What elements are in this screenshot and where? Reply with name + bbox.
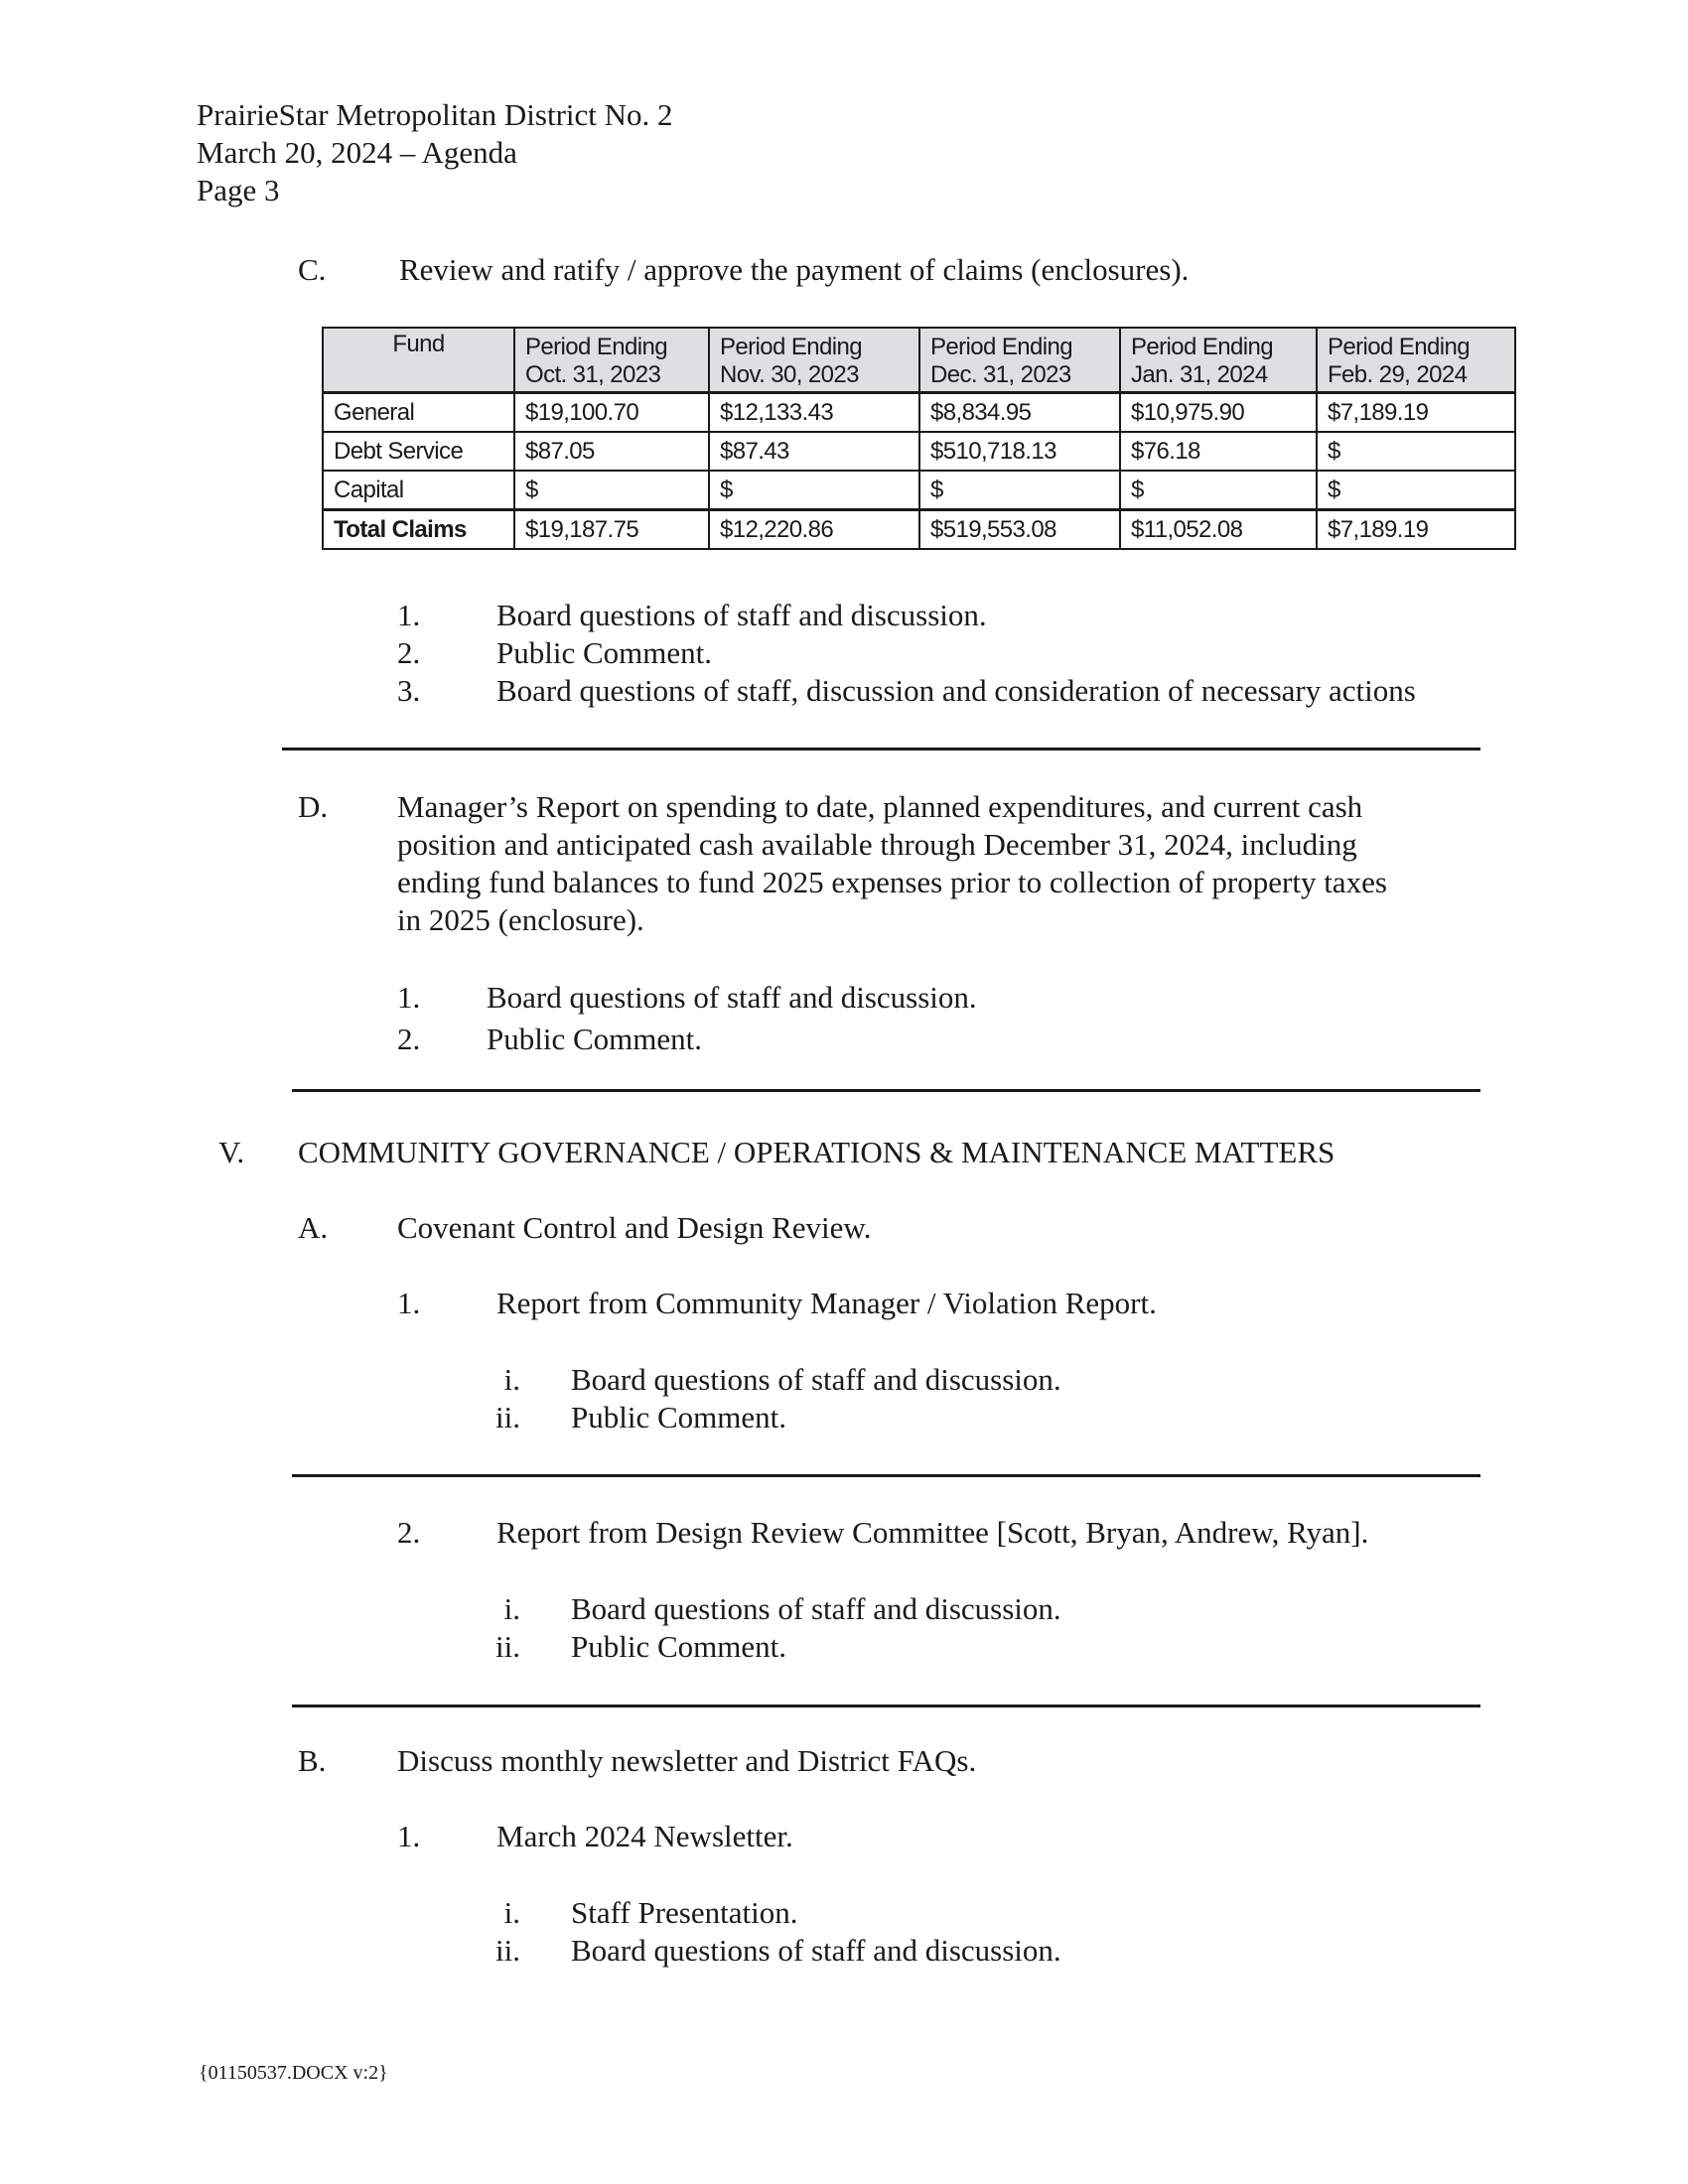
sub-item: Public Comment.	[571, 1400, 786, 1434]
section-divider	[292, 1705, 1480, 1707]
table-cell: $19,187.75	[514, 510, 709, 550]
document-id-footer: {01150537.DOCX v:2}	[199, 2062, 388, 2084]
table-cell: $12,220.86	[709, 510, 919, 550]
list-item: Board questions of staff, discussion and consideration of necessary actions	[496, 673, 1416, 708]
section-v-title: COMMUNITY GOVERNANCE / OPERATIONS & MAINTENANCE MATTERS	[298, 1135, 1336, 1169]
table-cell: $	[1317, 471, 1515, 510]
fund-name: Debt Service	[323, 432, 514, 471]
table-cell: $8,834.95	[919, 393, 1120, 433]
table-row-debt-service	[323, 432, 1515, 471]
header-district-name: PrairieStar Metropolitan District No. 2	[197, 97, 673, 132]
section-d-label: D.	[298, 789, 329, 824]
section-c-label: C.	[298, 252, 327, 287]
subsection-b-text: Discuss monthly newsletter and District FAQs.	[397, 1743, 977, 1778]
list-item-number: 1.	[397, 980, 421, 1015]
column-header-feb-2024: Period Ending Feb. 29, 2024	[1317, 328, 1515, 393]
sub-item: Staff Presentation.	[571, 1895, 798, 1930]
subsection-a-label: A.	[298, 1210, 329, 1245]
column-header-dec-2023: Period Ending Dec. 31, 2023	[919, 328, 1120, 393]
table-cell: $76.18	[1120, 432, 1317, 471]
list-item: Board questions of staff and discussion.	[487, 980, 977, 1015]
sub-item: Board questions of staff and discussion.	[571, 1591, 1061, 1626]
list-item: Public Comment.	[496, 635, 712, 670]
fund-name: General	[323, 393, 514, 433]
fund-name: Capital	[323, 471, 514, 510]
subsection-a-text: Covenant Control and Design Review.	[397, 1210, 872, 1245]
table-cell: $19,100.70	[514, 393, 709, 433]
section-divider	[292, 1474, 1480, 1477]
header-page-number: Page 3	[197, 173, 280, 207]
table-cell: $	[919, 471, 1120, 510]
column-header-oct-2023: Period Ending Oct. 31, 2023	[514, 328, 709, 393]
table-cell: $	[514, 471, 709, 510]
table-cell: $7,189.19	[1317, 510, 1515, 550]
table-cell: $87.43	[709, 432, 919, 471]
table-cell: $10,975.90	[1120, 393, 1317, 433]
sub-item-numeral: ii.	[495, 1400, 520, 1434]
table-cell: $7,189.19	[1317, 393, 1515, 433]
table-row-total-claims	[323, 510, 1515, 550]
section-v-label: V.	[218, 1135, 245, 1169]
sub-item: Public Comment.	[571, 1629, 786, 1664]
table-cell: $519,553.08	[919, 510, 1120, 550]
section-c-text: Review and ratify / approve the payment of claims (enclosures).	[399, 252, 1190, 287]
sub-item: Board questions of staff and discussion.	[571, 1362, 1061, 1397]
claims-table-header-row	[323, 328, 1515, 393]
list-item: Report from Design Review Committee [Scott, Bryan, Andrew, Ryan].	[496, 1515, 1369, 1550]
table-row-general	[323, 393, 1515, 433]
table-cell: $12,133.43	[709, 393, 919, 433]
table-cell: $	[709, 471, 919, 510]
header-date: March 20, 2024 – Agenda	[197, 135, 517, 170]
section-d-text-line: ending fund balances to fund 2025 expenses prior to collection of property taxes	[397, 865, 1387, 899]
sub-item-numeral: ii.	[495, 1933, 520, 1968]
table-cell: $87.05	[514, 432, 709, 471]
section-divider	[282, 748, 1480, 751]
sub-item-numeral: ii.	[495, 1629, 520, 1664]
list-item-number: 2.	[397, 635, 421, 670]
list-item-number: 1.	[397, 1819, 421, 1853]
column-header-nov-2023: Period Ending Nov. 30, 2023	[709, 328, 919, 393]
list-item-number: 2.	[397, 1515, 421, 1550]
list-item-number: 3.	[397, 673, 421, 708]
sub-item-numeral: i.	[503, 1362, 520, 1397]
claims-table	[322, 327, 1516, 550]
list-item-number: 1.	[397, 598, 421, 632]
list-item-number: 1.	[397, 1286, 421, 1320]
subsection-b-label: B.	[298, 1743, 327, 1778]
table-cell: $11,052.08	[1120, 510, 1317, 550]
list-item-number: 2.	[397, 1022, 421, 1056]
list-item: Report from Community Manager / Violation Report.	[496, 1286, 1157, 1320]
fund-name-total: Total Claims	[323, 510, 514, 550]
sub-item-numeral: i.	[503, 1591, 520, 1626]
column-header-fund: Fund	[323, 328, 514, 393]
table-row-capital	[323, 471, 1515, 510]
list-item: Public Comment.	[487, 1022, 702, 1056]
table-cell: $	[1317, 432, 1515, 471]
column-header-jan-2024: Period Ending Jan. 31, 2024	[1120, 328, 1317, 393]
list-item: March 2024 Newsletter.	[496, 1819, 793, 1853]
table-cell: $	[1120, 471, 1317, 510]
sub-item-numeral: i.	[503, 1895, 520, 1930]
section-d-text-line: position and anticipated cash available through December 31, 2024, including	[397, 827, 1357, 862]
table-cell: $510,718.13	[919, 432, 1120, 471]
section-d-text-line: Manager’s Report on spending to date, planned expenditures, and current cash	[397, 789, 1363, 824]
section-divider	[292, 1089, 1480, 1092]
section-d-text-line: in 2025 (enclosure).	[397, 902, 644, 937]
list-item: Board questions of staff and discussion.	[496, 598, 987, 632]
sub-item: Board questions of staff and discussion.	[571, 1933, 1061, 1968]
